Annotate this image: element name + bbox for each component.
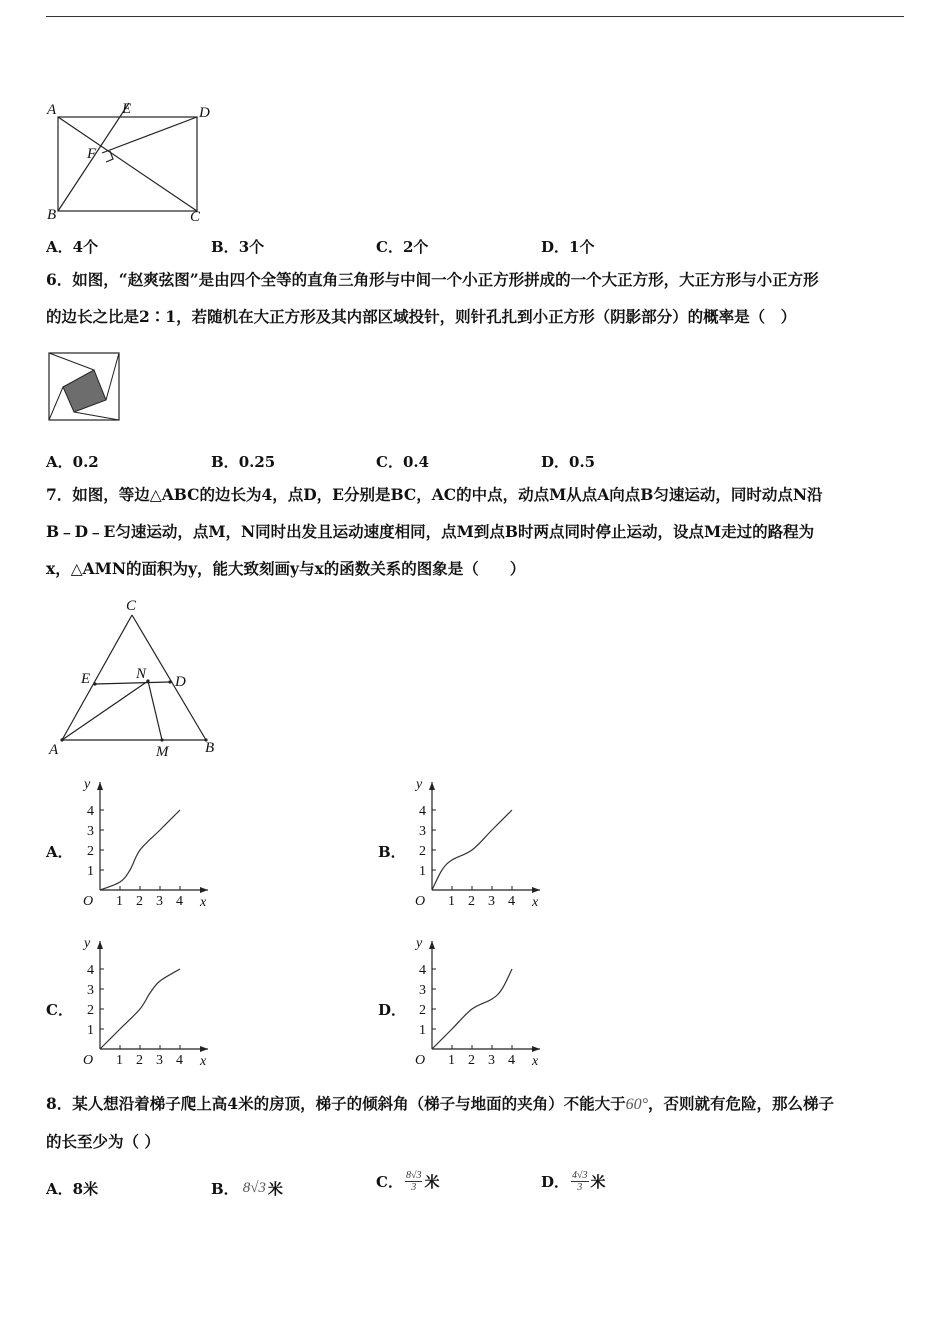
q7-line-2: B﹣D﹣E匀速运动，点M，N同时出发且运动速度相同，点M到点B时两点同时停止运动，设点M走过的路程为 [46, 522, 815, 541]
fraction-8-root3-over-3 [405, 1170, 423, 1193]
q8-text-post: ，否则就有危险，那么梯子 [647, 1094, 834, 1113]
q8-text-pre: 8．某人想沿着梯子爬上高4米的房顶，梯子的倾斜角（梯子与地面的夹角）不能大于 [46, 1094, 626, 1113]
q5-option-d[interactable] [541, 236, 594, 257]
label-m: M [156, 744, 169, 760]
y-axis-label: y [84, 777, 91, 792]
option-letter: C． [376, 1173, 403, 1191]
option-letter: B． [211, 1180, 239, 1198]
y-tick-label: 3 [419, 983, 426, 998]
x-tick-label: 1 [448, 1053, 455, 1068]
label-b: B [205, 740, 215, 756]
q7-graph-c[interactable] [70, 931, 220, 1071]
q8-line-2: 的长至少为（ ） [46, 1132, 160, 1151]
y-tick-label: 3 [87, 983, 94, 998]
option-text: 0.4 [402, 452, 430, 471]
q5-option-a[interactable] [46, 236, 98, 257]
q5-rectangle-figure [44, 100, 219, 224]
y-tick-label: 1 [419, 1023, 426, 1038]
y-tick-label: 4 [419, 963, 426, 978]
x-axis-label: x [532, 895, 539, 910]
option-letter: A． [46, 1180, 73, 1198]
label-a: A [49, 742, 59, 758]
q6-stem [46, 261, 910, 335]
y-axis-label: y [416, 777, 423, 792]
label-b: B [47, 207, 57, 223]
option-text: 0.25 [238, 452, 276, 471]
q7-option-c[interactable]: C． [46, 1001, 73, 1019]
q7-option-a[interactable]: A． [46, 843, 73, 861]
q8-line-1 [46, 1085, 910, 1123]
x-axis-arrow [532, 1046, 540, 1052]
option-unit: 米 [267, 1180, 283, 1198]
option-text: 1个 [569, 238, 595, 256]
option-text: 2个 [402, 238, 429, 256]
x-tick-label: 4 [176, 894, 183, 909]
x-tick-label: 2 [468, 1053, 475, 1068]
q5-option-b[interactable] [211, 236, 264, 257]
q7-graph-b[interactable] [402, 772, 552, 912]
option-letter: B． [211, 238, 239, 256]
q6-line-1: 6．如图，“赵爽弦图”是由四个全等的直角三角形与中间一个小正方形拼成的一个大正方形，大正方形与小正方形 [46, 270, 819, 289]
x-axis-label: x [200, 895, 207, 910]
option-text: 0.2 [72, 452, 99, 471]
q6-zhaoshuang-figure [48, 352, 122, 422]
q8-option-b[interactable] [211, 1178, 283, 1199]
header-rule [46, 16, 904, 17]
y-axis-arrow [97, 941, 103, 949]
x-axis-label: x [532, 1054, 539, 1069]
option-text: 3个 [238, 238, 265, 256]
option-text: 8米 [72, 1180, 99, 1198]
q6-option-a[interactable] [46, 451, 99, 472]
angle-60: 60° [625, 1096, 648, 1113]
q7-graph-a[interactable] [70, 772, 220, 912]
q7-triangle-figure [44, 595, 224, 765]
option-letter: A． [46, 238, 73, 256]
q6-line-2: 的边长之比是2∶1，若随机在大正方形及其内部区域投针，则针孔扎到小正方形（阴影部分）的概率是（ ） [46, 307, 797, 326]
q6-option-b[interactable] [211, 451, 275, 472]
q8-option-c[interactable] [376, 1170, 439, 1193]
y-axis-arrow [429, 782, 435, 790]
label-e: E [81, 671, 91, 687]
x-axis-arrow [200, 887, 208, 893]
q7-graph-d[interactable] [402, 931, 552, 1071]
label-n: N [136, 666, 147, 682]
y-tick-label: 1 [87, 864, 94, 879]
option-unit: 米 [590, 1173, 606, 1191]
label-c: C [190, 209, 201, 224]
q7-line-1: 7．如图，等边△ABC的边长为4，点D，E分别是BC，AC的中点，动点M从点A向点B匀速运动，同时动点N沿 [46, 485, 823, 504]
fraction-den: 3 [577, 1182, 583, 1193]
fraction-num: 4√3 [572, 1170, 588, 1181]
origin-label: O [83, 894, 94, 909]
y-tick-label: 2 [419, 844, 426, 859]
option-letter: D． [541, 238, 570, 256]
x-tick-label: 2 [136, 894, 143, 909]
origin-label: O [415, 894, 426, 909]
label-c: C [126, 598, 137, 614]
y-axis-label: y [84, 936, 91, 951]
q6-option-c[interactable] [376, 451, 429, 472]
y-tick-label: 1 [419, 864, 426, 879]
function-curve [100, 969, 180, 1049]
y-axis-arrow [97, 782, 103, 790]
q7-option-b[interactable]: B． [378, 843, 406, 861]
y-axis-label: y [416, 936, 423, 951]
fraction-num: 8√3 [405, 1170, 422, 1181]
q7-line-3: x，△AMN的面积为y，能大致刻画y与x的函数关系的图象是（ ） [46, 559, 526, 578]
x-tick-label: 4 [176, 1053, 183, 1068]
y-tick-label: 2 [419, 1003, 426, 1018]
origin-label: O [83, 1053, 94, 1068]
x-tick-label: 1 [448, 894, 455, 909]
x-tick-label: 1 [116, 894, 123, 909]
y-tick-label: 4 [419, 804, 426, 819]
function-curve [432, 969, 512, 1049]
y-axis-arrow [429, 941, 435, 949]
option-letter: C． [376, 238, 403, 256]
x-tick-label: 2 [468, 894, 475, 909]
option-text: 0.5 [569, 452, 596, 471]
y-tick-label: 3 [87, 824, 94, 839]
x-tick-label: 4 [508, 1053, 515, 1068]
label-f: F [87, 146, 97, 162]
option-text: 4个 [72, 238, 99, 256]
fraction-4-root3-over-3 [571, 1170, 589, 1193]
option-letter: A． [46, 453, 73, 471]
y-tick-label: 1 [87, 1023, 94, 1038]
x-tick-label: 3 [156, 894, 163, 909]
y-tick-label: 2 [87, 844, 94, 859]
x-tick-label: 3 [488, 1053, 495, 1068]
q8-option-a[interactable] [46, 1178, 98, 1199]
option-letter: B． [211, 453, 239, 471]
q8-option-d[interactable] [541, 1170, 606, 1193]
fraction-den: 3 [411, 1182, 417, 1193]
q7-option-d[interactable]: D． [378, 1001, 407, 1019]
q7-stem [46, 476, 910, 587]
x-axis-arrow [532, 887, 540, 893]
x-tick-label: 4 [508, 894, 515, 909]
math-8-root-3: 8√3 [242, 1180, 266, 1196]
option-unit: 米 [424, 1173, 440, 1191]
y-tick-label: 2 [87, 1003, 94, 1018]
x-axis-label: x [200, 1054, 207, 1069]
x-tick-label: 3 [488, 894, 495, 909]
y-tick-label: 4 [87, 804, 94, 819]
q8-stem [46, 1085, 910, 1160]
x-tick-label: 1 [116, 1053, 123, 1068]
x-tick-label: 3 [156, 1053, 163, 1068]
label-a: A [47, 102, 57, 118]
option-letter: D． [541, 1173, 570, 1191]
function-curve [432, 810, 512, 890]
origin-label: O [415, 1053, 426, 1068]
x-axis-arrow [200, 1046, 208, 1052]
x-tick-label: 2 [136, 1053, 143, 1068]
label-e: E [122, 101, 132, 117]
label-d: D [199, 105, 210, 121]
q5-option-c[interactable] [376, 236, 428, 257]
option-letter: D． [541, 453, 570, 471]
label-d: D [175, 674, 186, 690]
option-letter: C． [376, 453, 403, 471]
y-tick-label: 4 [87, 963, 94, 978]
q6-option-d[interactable] [541, 451, 595, 472]
function-curve [100, 810, 180, 890]
y-tick-label: 3 [419, 824, 426, 839]
